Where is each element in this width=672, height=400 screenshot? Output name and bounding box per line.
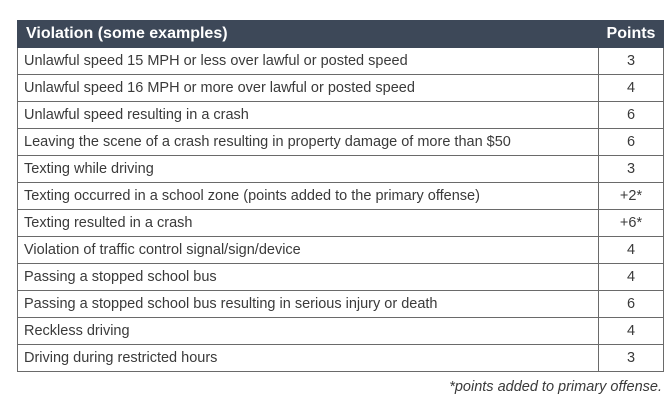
points-cell: 6 (599, 129, 664, 156)
table-row (18, 156, 664, 183)
table-row (18, 264, 664, 291)
points-cell: 3 (599, 345, 664, 372)
violation-cell: Violation of traffic control signal/sign/device (18, 237, 599, 264)
points-cell: 3 (599, 48, 664, 75)
table-row (18, 129, 664, 156)
violations-points-table (17, 20, 664, 372)
table-row (18, 237, 664, 264)
violation-column-header: Violation (some examples) (18, 21, 599, 48)
violation-cell: Passing a stopped school bus (18, 264, 599, 291)
violation-cell: Unlawful speed 15 MPH or less over lawful or posted speed (18, 48, 599, 75)
points-cell: 6 (599, 291, 664, 318)
table-row (18, 291, 664, 318)
violation-cell: Driving during restricted hours (18, 345, 599, 372)
violations-table-wrapper (17, 20, 663, 372)
table-row (18, 75, 664, 102)
table-row (18, 183, 664, 210)
table-row (18, 102, 664, 129)
points-cell: 3 (599, 156, 664, 183)
points-cell: 4 (599, 237, 664, 264)
violation-cell: Texting resulted in a crash (18, 210, 599, 237)
points-cell: 6 (599, 102, 664, 129)
violation-cell: Leaving the scene of a crash resulting in property damage of more than $50 (18, 129, 599, 156)
points-column-header: Points (599, 21, 664, 48)
violation-cell: Unlawful speed 16 MPH or more over lawful or posted speed (18, 75, 599, 102)
points-cell: 4 (599, 264, 664, 291)
footnote: *points added to primary offense. (449, 379, 662, 395)
table-row (18, 210, 664, 237)
points-cell: +6* (599, 210, 664, 237)
violation-cell: Reckless driving (18, 318, 599, 345)
table-row (18, 318, 664, 345)
violation-cell: Passing a stopped school bus resulting in serious injury or death (18, 291, 599, 318)
points-cell: +2* (599, 183, 664, 210)
points-cell: 4 (599, 318, 664, 345)
table-header-row (18, 21, 664, 48)
violation-cell: Texting occurred in a school zone (points added to the primary offense) (18, 183, 599, 210)
violation-cell: Unlawful speed resulting in a crash (18, 102, 599, 129)
points-cell: 4 (599, 75, 664, 102)
table-row (18, 345, 664, 372)
violation-cell: Texting while driving (18, 156, 599, 183)
table-row (18, 48, 664, 75)
